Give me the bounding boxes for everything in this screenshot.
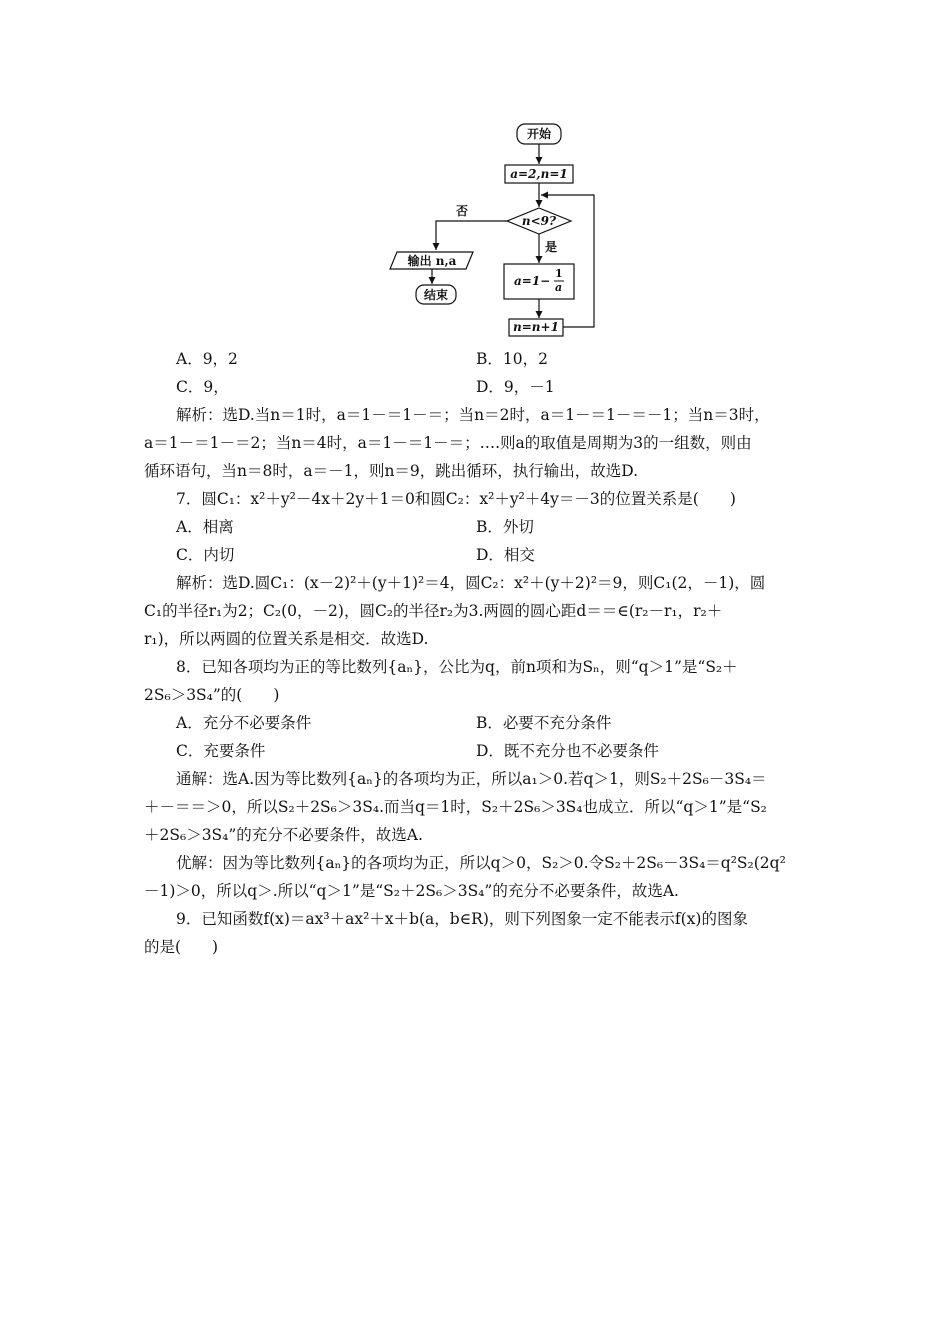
q8-solution2-line-2: －1)＞0，所以q＞.所以“q＞1”是“S₂＋2S₆＞3S₄”的充分不必要条件，故选A. <box>144 882 679 900</box>
q7-analysis-line-1: 解析：选D.圆C₁：(x－2)²＋(y＋1)²＝4，圆C₂：x²＋(y＋2)²＝9，则C₁(2，－1)，圆 <box>176 574 766 592</box>
q8-stem-line-1: 8．已知各项均为正的等比数列{aₙ}，公比为q，前n项和为Sₙ，则“q＞1”是“S₂＋ <box>176 658 738 676</box>
q6-analysis-line-3: 循环语句，当n＝8时，a＝－1，则n＝9，跳出循环，执行输出，故选D. <box>144 462 639 480</box>
q6-analysis-line-2: a＝1－＝1－＝2；当n＝4时，a＝1－＝1－＝；….则a的取值是周期为3的一组数，则由 <box>144 434 752 452</box>
q9-stem-line-2: 的是( ) <box>144 938 219 956</box>
start-label: 开始 <box>526 127 551 141</box>
condition-label: n<9? <box>521 214 557 228</box>
q7-stem: 7．圆C₁：x²＋y²－4x＋2y＋1＝0和圆C₂：x²＋y²＋4y＝－3的位置关系是( ) <box>176 490 736 508</box>
q8-option-c: C．充要条件 <box>176 742 266 760</box>
output-label: 输出 n,a <box>407 254 457 268</box>
q6-option-b: B．10，2 <box>476 350 548 368</box>
q7-option-a: A．相离 <box>176 518 234 536</box>
q8-solution1-line-3: ＋2S₆＞3S₄”的充分不必要条件，故选A. <box>144 826 423 844</box>
q9-stem-line-1: 9．已知函数f(x)＝ax³＋ax²＋x＋b(a，b∈R)，则下列图象一定不能表示f(x)的图象 <box>176 910 748 928</box>
fraction-numerator: 1 <box>555 267 563 280</box>
q8-solution1-line-1: 通解：选A.因为等比数列{aₙ}的各项均为正，所以a₁＞0.若q＞1，则S₂＋2S₆－3S₄＝ <box>176 770 767 788</box>
q8-option-a: A．充分不必要条件 <box>176 714 312 732</box>
q6-option-c: C．9， <box>176 378 229 396</box>
init-label: a=2,n=1 <box>510 167 568 181</box>
yes-label: 是 <box>545 240 558 254</box>
end-label: 结束 <box>423 288 448 302</box>
update-a-label: a=1− <box>514 274 551 288</box>
q8-solution2-line-1: 优解：因为等比数列{aₙ}的各项均为正，所以q＞0，S₂＞0.令S₂＋2S₆－3S₄＝q²S₂(2q² <box>176 854 786 872</box>
q8-stem-line-2: 2S₆＞3S₄”的( ) <box>144 686 280 704</box>
fraction-denominator: a <box>555 281 563 294</box>
q7-analysis-line-3: r₁)，所以两圆的位置关系是相交．故选D. <box>144 630 429 648</box>
flowchart <box>380 118 610 340</box>
q7-option-d: D．相交 <box>476 546 535 564</box>
q7-option-c: C．内切 <box>176 546 235 564</box>
q7-option-b: B．外切 <box>476 518 534 536</box>
flowchart-lines <box>380 118 610 340</box>
q6-analysis-line-1: 解析：选D.当n＝1时，a＝1－＝1－＝；当n＝2时，a＝1－＝1－＝－1；当n＝3时， <box>176 406 770 424</box>
no-label: 否 <box>456 204 469 218</box>
q6-option-a: A．9，2 <box>176 350 238 368</box>
q8-solution1-line-2: ＋－＝＝＞0，所以S₂＋2S₆＞3S₄.而当q＝1时，S₂＋2S₆＞3S₄也成立．所以“q＞1”是“S₂ <box>144 798 767 816</box>
update-n-label: n=n+1 <box>513 320 559 334</box>
q6-option-d: D．9，－1 <box>476 378 555 396</box>
q7-analysis-line-2: C₁的半径r₁为2；C₂(0，－2)，圆C₂的半径r₂为3.两圆的圆心距d＝＝∈(r₂－r₁，r₂＋ <box>144 602 723 620</box>
q8-option-d: D．既不充分也不必要条件 <box>476 742 659 760</box>
q8-option-b: B．必要不充分条件 <box>476 714 612 732</box>
